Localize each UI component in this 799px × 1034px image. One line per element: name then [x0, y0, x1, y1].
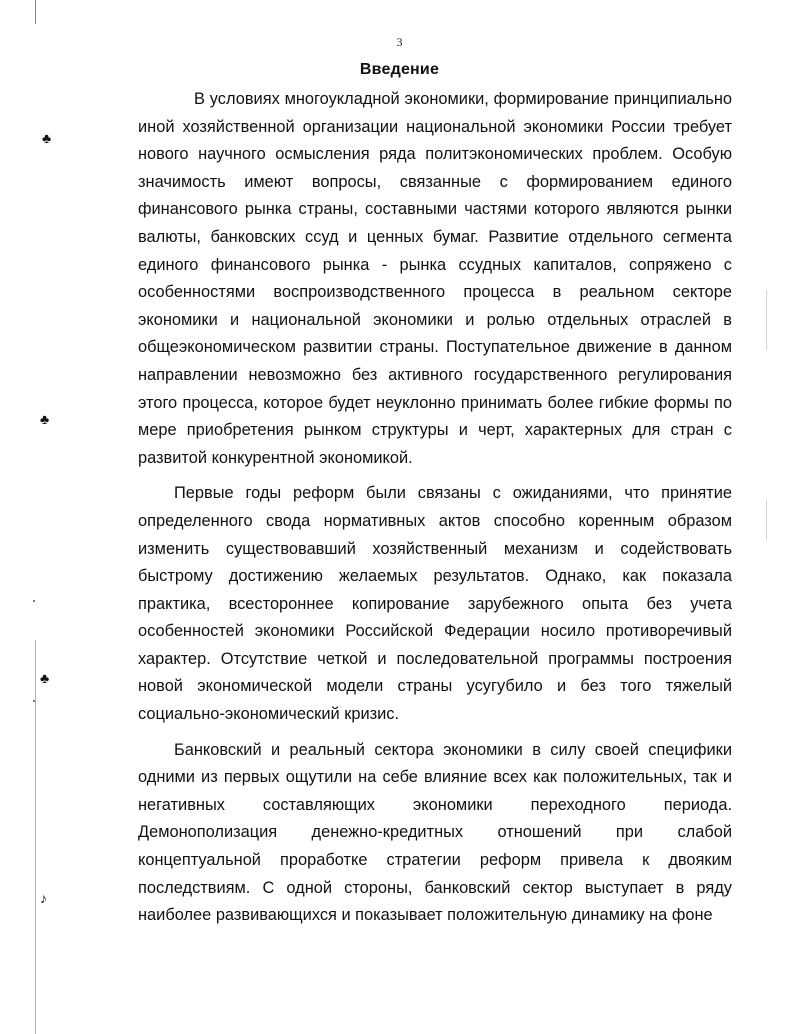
page-number: 3: [396, 35, 403, 49]
scan-speck: [33, 700, 35, 702]
paragraph: Банковский и реальный сектора экономики в силу своей специфики одними из первых ощутили на себе влияние всех как положительных, так и негативных составляющих экономики переходного периода. Демонополизация денежно-кредитных отношений при слабой концептуальной проработке стратегии реформ привела к двояким последствиям. С одной стороны, банковский сектор выступает в ряду наиболее развивающихся и показывает положительную динамику на фоне: [138, 740, 732, 925]
binding-hole-icon: ♣: [40, 411, 50, 427]
paragraph: Первые годы реформ были связаны с ожиданиями, что принятие определенного свода нормативных актов способно коренным образом изменить существовавший хозяйственный механизм и содействовать быстрому достижению желаемых результатов. Однако, как показала практика, всестороннее копирование зарубежного опыта без учета особенностей экономики Российской Федерации носило противоречивый характер. Отсутствие четкой и последовательной программы построения новой экономической модели страны усугубило и без того тяжелый социально-экономический кризис.: [138, 484, 732, 724]
scan-margin-line: [35, 640, 36, 1034]
section-title: Введение: [359, 61, 440, 78]
binding-hole-icon: ♣: [40, 670, 50, 686]
scan-speck: [33, 600, 35, 602]
paragraph: В условиях многоукладной экономики, формирование принципиально иной хозяйственной организации национальной экономики России требует нового научного осмысления ряда политэкономических проблем. Особую значимость имеют вопросы, связанные с формированием единого финансового рынка страны, составными частями которого являются рынки валюты, банковских ссуд и ценных бумаг. Развитие отдельного сегмента единого финансового рынка - рынка ссудных капиталов, сопряжено с особенностями воспроизводственного процесса в реальном секторе экономики и национальной экономики и ролью отдельных отраслей в общеэкономическом развитии страны. Поступательное движение в данном направлении невозможно без активного государственного регулирования этого процесса, которое будет неуклонно принимать более гибкие формы по мере приобретения рынком структуры и черт, характерных для стран с развитой конкурентной экономикой.: [138, 90, 732, 467]
binding-hole-icon: ♣: [42, 130, 52, 146]
scan-edge-line: [766, 500, 767, 540]
scan-margin-line: [35, 0, 36, 24]
binding-hole-icon: ♪: [40, 890, 47, 906]
scan-edge-line: [766, 290, 767, 350]
body-text: [138, 86, 732, 930]
